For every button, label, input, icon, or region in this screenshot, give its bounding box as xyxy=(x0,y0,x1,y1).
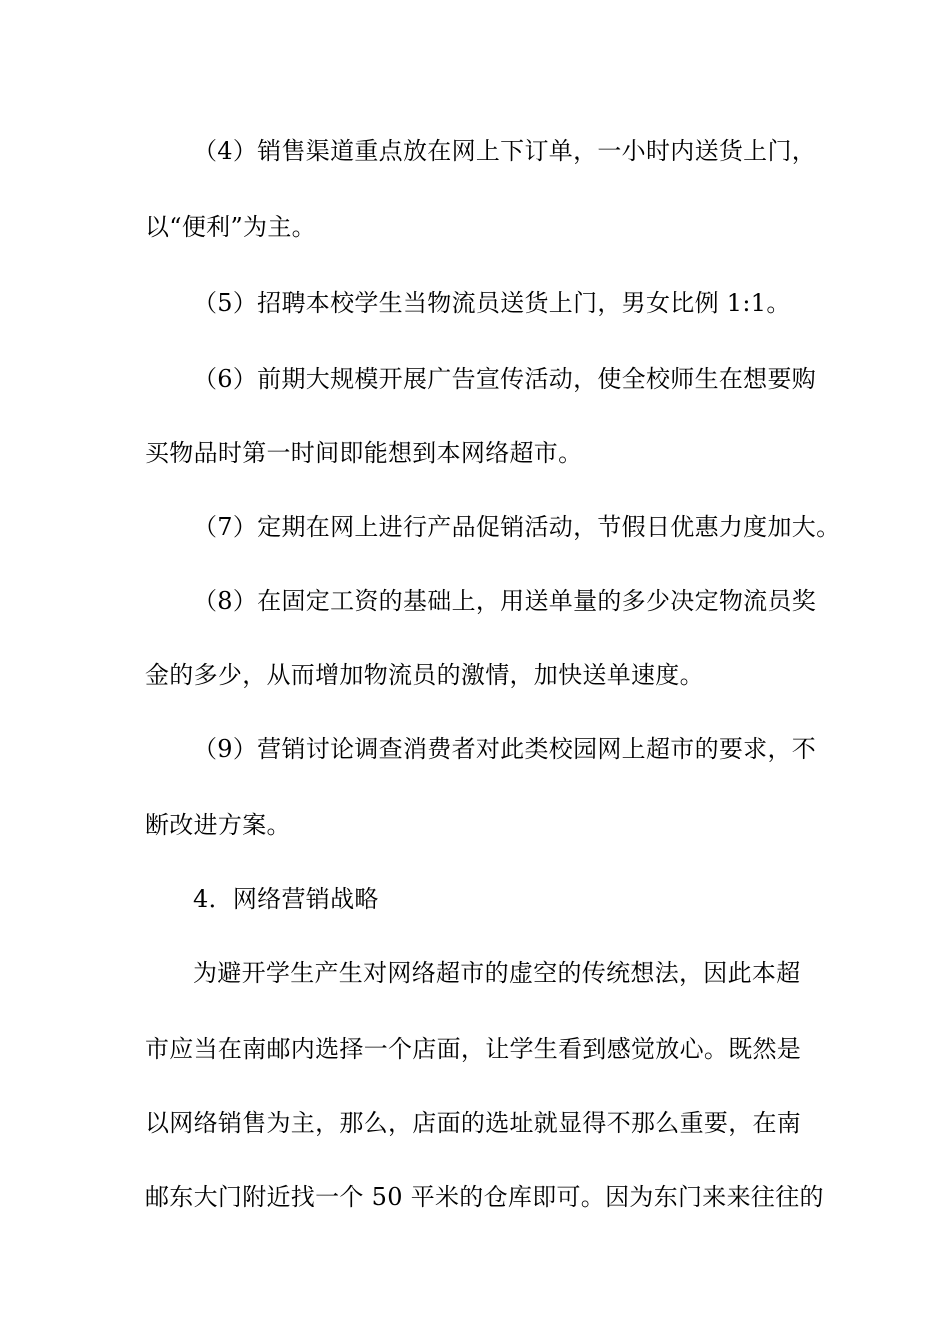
paragraph-line: 为避开学生产生对网络超市的虚空的传统想法，因此本超 xyxy=(193,959,801,987)
paragraph-line: （9）营销讨论调查消费者对此类校园网上超市的要求，不 xyxy=(193,735,817,763)
paragraph-line: 以网络销售为主，那么，店面的选址就显得不那么重要，在南 xyxy=(145,1109,802,1137)
paragraph-line: 邮东大门附近找一个 50 平米的仓库即可。因为东门来来往往的 xyxy=(145,1183,824,1211)
section-heading: 4．网络营销战略 xyxy=(193,885,379,913)
paragraph-line: （7）定期在网上进行产品促销活动，节假日优惠力度加大。 xyxy=(193,513,841,541)
paragraph-line: 断改进方案。 xyxy=(145,811,291,839)
paragraph-line: （5）招聘本校学生当物流员送货上门，男女比例 1:1。 xyxy=(193,289,791,317)
paragraph-line: 金的多少，从而增加物流员的激情，加快送单速度。 xyxy=(145,661,704,689)
paragraph-line: 市应当在南邮内选择一个店面，让学生看到感觉放心。既然是 xyxy=(145,1035,802,1063)
paragraph-line: 以“便利”为主。 xyxy=(145,213,316,241)
paragraph-line: 买物品时第一时间即能想到本网络超市。 xyxy=(145,439,583,467)
paragraph-line: （4）销售渠道重点放在网上下订单，一小时内送货上门， xyxy=(193,137,817,165)
paragraph-line: （8）在固定工资的基础上，用送单量的多少决定物流员奖 xyxy=(193,587,817,615)
paragraph-line: （6）前期大规模开展广告宣传活动，使全校师生在想要购 xyxy=(193,365,817,393)
